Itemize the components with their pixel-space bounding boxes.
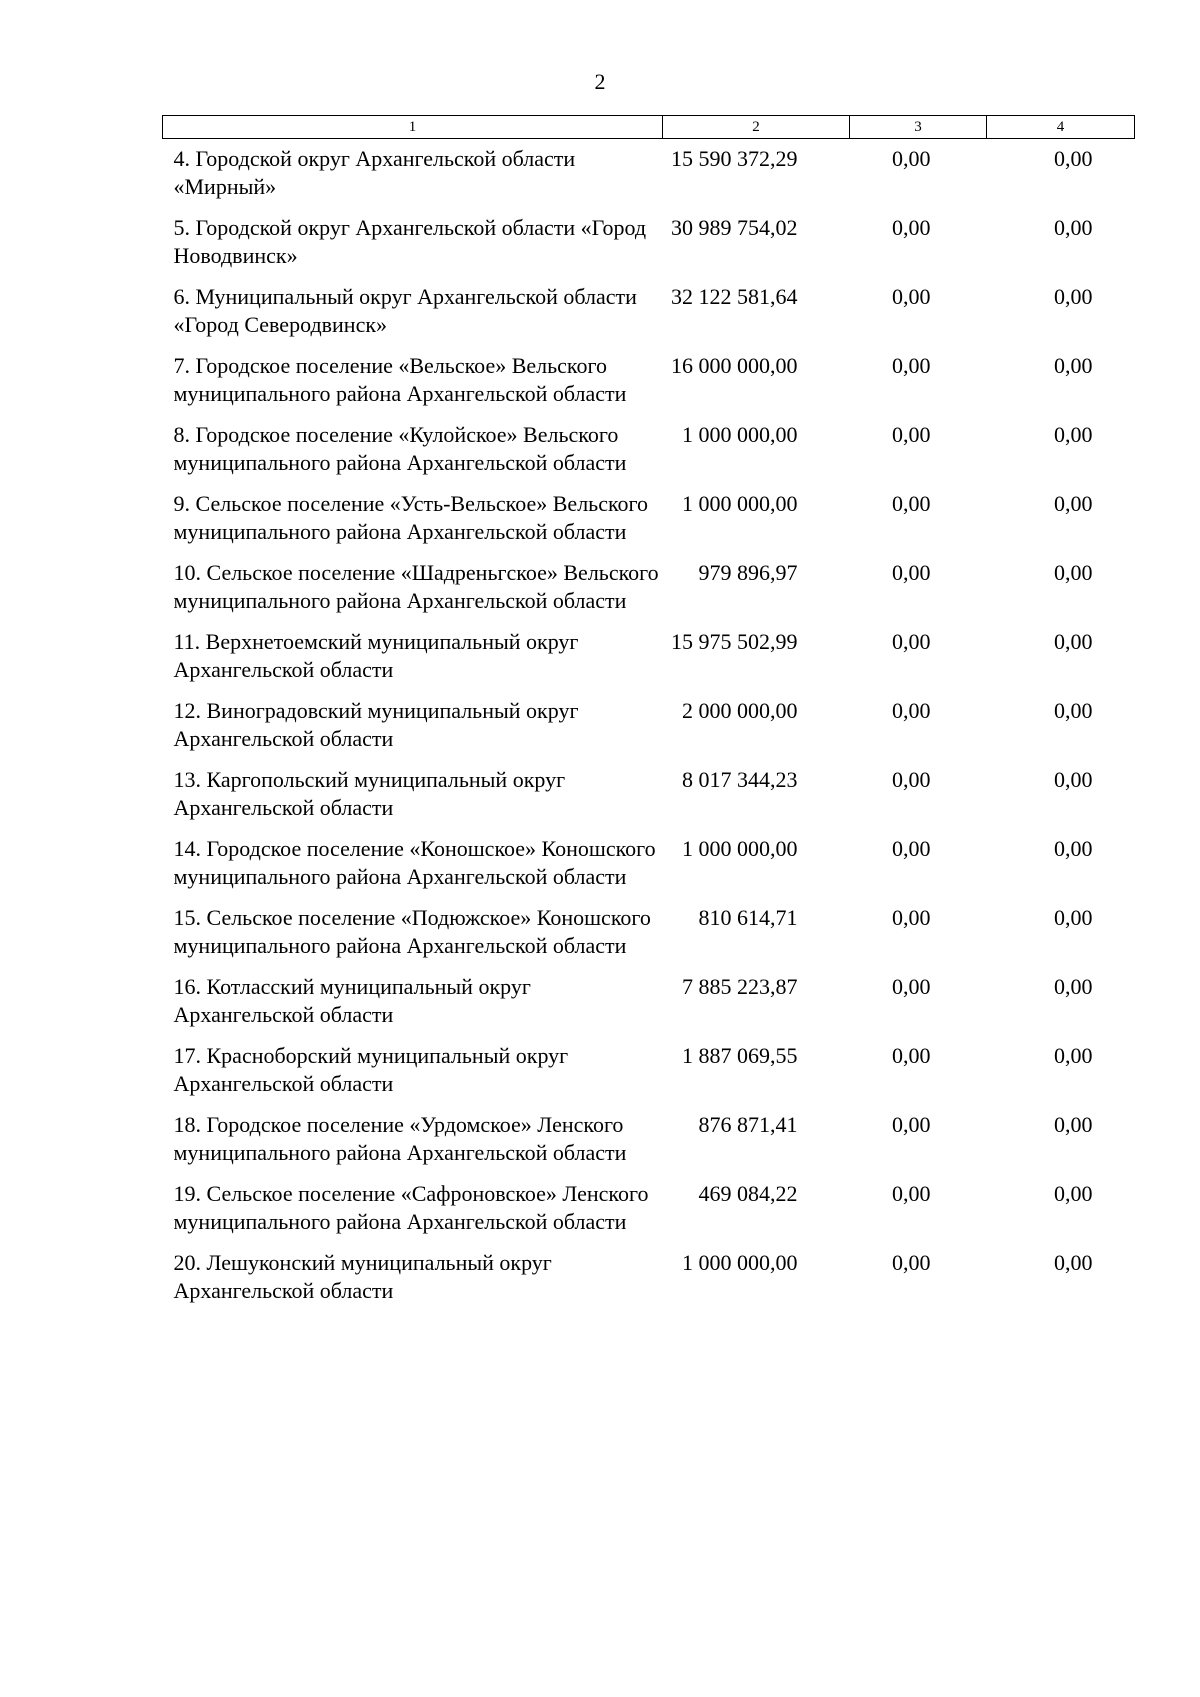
table-row xyxy=(163,891,1135,960)
municipality-name: 17. Красноборский муниципальный округ Архангельской области xyxy=(173,1043,569,1096)
municipality-name: 7. Городское поселение «Вельское» Вельского муниципального района Архангельской области xyxy=(173,353,627,406)
municipality-name: 16. Котласский муниципальный округ Архангельской области xyxy=(173,974,531,1027)
municipality-name: 11. Верхнетоемский муниципальный округ Архангельской области xyxy=(173,629,579,682)
value-col3-cell: 0,00 xyxy=(892,1112,931,1137)
value-col4-cell: 0,00 xyxy=(1054,974,1093,999)
value-col3-cell: 0,00 xyxy=(892,146,931,171)
value-col4-cell: 0,00 xyxy=(1054,215,1093,240)
value-col4-cell: 0,00 xyxy=(1054,836,1093,861)
amount-cell: 469 084,22 xyxy=(698,1181,798,1206)
value-col4-cell: 0,00 xyxy=(1054,905,1093,930)
municipality-name: 20. Лешуконский муниципальный округ Архангельской области xyxy=(173,1250,552,1303)
value-col4-cell: 0,00 xyxy=(1054,1181,1093,1206)
column-header-4: 4 xyxy=(987,116,1135,139)
column-header-3: 3 xyxy=(850,116,987,139)
municipality-name: 4. Городской округ Архангельской области «Мирный» xyxy=(173,146,576,199)
table-row xyxy=(163,960,1135,1029)
amount-cell: 810 614,71 xyxy=(698,905,798,930)
value-col4-cell: 0,00 xyxy=(1054,767,1093,792)
value-col4-cell: 0,00 xyxy=(1054,146,1093,171)
value-col3-cell: 0,00 xyxy=(892,560,931,585)
value-col3-cell: 0,00 xyxy=(892,905,931,930)
table-row xyxy=(163,408,1135,477)
value-col4-cell: 0,00 xyxy=(1054,353,1093,378)
amount-cell: 15 590 372,29 xyxy=(671,146,798,171)
value-col4-cell: 0,00 xyxy=(1054,491,1093,516)
amount-cell: 16 000 000,00 xyxy=(671,353,798,378)
table-row xyxy=(163,339,1135,408)
value-col4-cell: 0,00 xyxy=(1054,698,1093,723)
table-row xyxy=(163,822,1135,891)
table-row xyxy=(163,270,1135,339)
table-row xyxy=(163,477,1135,546)
value-col3-cell: 0,00 xyxy=(892,1043,931,1068)
value-col3-cell: 0,00 xyxy=(892,1250,931,1275)
allocation-table xyxy=(162,115,1135,1309)
municipality-name: 13. Каргопольский муниципальный округ Архангельской области xyxy=(173,767,566,820)
table-row xyxy=(163,201,1135,270)
value-col4-cell: 0,00 xyxy=(1054,284,1093,309)
municipality-name: 14. Городское поселение «Коношское» Коношского муниципального района Архангельской области xyxy=(173,836,656,889)
column-header-1: 1 xyxy=(163,116,663,139)
value-col4-cell: 0,00 xyxy=(1054,422,1093,447)
municipality-name: 15. Сельское поселение «Подюжское» Коношского муниципального района Архангельской области xyxy=(173,905,651,958)
value-col3-cell: 0,00 xyxy=(892,284,931,309)
amount-cell: 15 975 502,99 xyxy=(671,629,798,654)
amount-cell: 2 000 000,00 xyxy=(682,698,798,723)
table-row xyxy=(163,1029,1135,1098)
municipality-name: 5. Городской округ Архангельской области «Город Новодвинск» xyxy=(173,215,647,268)
amount-cell: 1 000 000,00 xyxy=(682,422,798,447)
amount-cell: 30 989 754,02 xyxy=(671,215,798,240)
table-row xyxy=(163,684,1135,753)
value-col4-cell: 0,00 xyxy=(1054,1043,1093,1068)
value-col3-cell: 0,00 xyxy=(892,767,931,792)
table-body xyxy=(163,139,1135,1310)
amount-cell: 1 000 000,00 xyxy=(682,836,798,861)
value-col3-cell: 0,00 xyxy=(892,974,931,999)
value-col4-cell: 0,00 xyxy=(1054,560,1093,585)
table-row xyxy=(163,1098,1135,1167)
value-col3-cell: 0,00 xyxy=(892,215,931,240)
value-col3-cell: 0,00 xyxy=(892,422,931,447)
amount-cell: 1 000 000,00 xyxy=(682,1250,798,1275)
table-row xyxy=(163,1167,1135,1236)
table-row xyxy=(163,546,1135,615)
municipality-name: 9. Сельское поселение «Усть-Вельское» Вельского муниципального района Архангельской области xyxy=(173,491,649,544)
value-col3-cell: 0,00 xyxy=(892,1181,931,1206)
table-header xyxy=(163,116,1135,139)
value-col3-cell: 0,00 xyxy=(892,836,931,861)
municipality-name: 6. Муниципальный округ Архангельской области «Город Северодвинск» xyxy=(173,284,637,337)
value-col4-cell: 0,00 xyxy=(1054,1250,1093,1275)
table-row xyxy=(163,753,1135,822)
amount-cell: 32 122 581,64 xyxy=(671,284,798,309)
amount-cell: 876 871,41 xyxy=(698,1112,798,1137)
value-col3-cell: 0,00 xyxy=(892,629,931,654)
value-col4-cell: 0,00 xyxy=(1054,1112,1093,1137)
column-header-2: 2 xyxy=(663,116,850,139)
value-col3-cell: 0,00 xyxy=(892,698,931,723)
amount-cell: 7 885 223,87 xyxy=(682,974,798,999)
table-row xyxy=(163,1236,1135,1309)
amount-cell: 979 896,97 xyxy=(698,560,798,585)
table-row xyxy=(163,139,1135,202)
amount-cell: 8 017 344,23 xyxy=(682,767,798,792)
municipality-name: 8. Городское поселение «Кулойское» Вельского муниципального района Архангельской области xyxy=(173,422,627,475)
value-col4-cell: 0,00 xyxy=(1054,629,1093,654)
page-number: 2 xyxy=(594,69,606,94)
municipality-name: 12. Виноградовский муниципальный округ Архангельской области xyxy=(173,698,579,751)
municipality-name: 18. Городское поселение «Урдомское» Ленского муниципального района Архангельской области xyxy=(173,1112,627,1165)
table-row xyxy=(163,615,1135,684)
amount-cell: 1 887 069,55 xyxy=(682,1043,798,1068)
municipality-name: 10. Сельское поселение «Шадреньгское» Вельского муниципального района Архангельской области xyxy=(173,560,659,613)
value-col3-cell: 0,00 xyxy=(892,491,931,516)
municipality-name: 19. Сельское поселение «Сафроновское» Ленского муниципального района Архангельской области xyxy=(173,1181,649,1234)
amount-cell: 1 000 000,00 xyxy=(682,491,798,516)
value-col3-cell: 0,00 xyxy=(892,353,931,378)
